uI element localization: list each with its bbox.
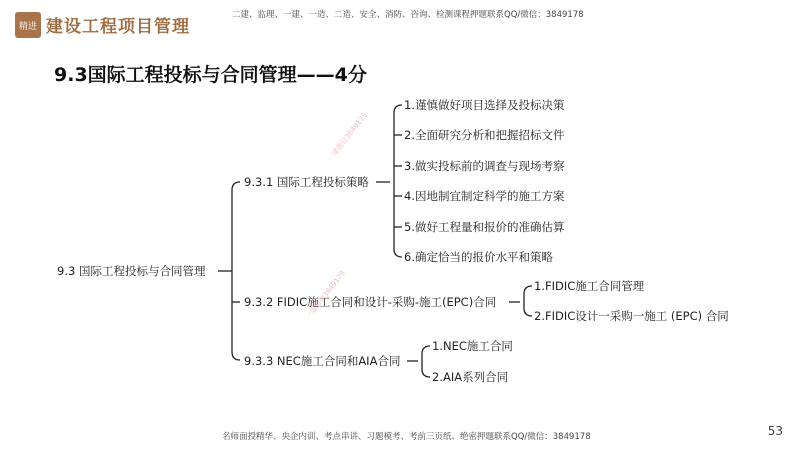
bracket-level1 [232,182,240,360]
b3-item-2: 2.AIA系列合同 [432,370,509,384]
branch-1-label: 9.3.1 国际工程投标策略 [244,175,369,189]
b2-item-2: 2.FIDIC设计一采购一施工 (EPC) 合同 [534,309,729,323]
watermark: 一建微信3849178 [326,111,369,163]
logo-badge: 精进 [15,12,41,38]
branch-3-label: 9.3.3 NEC施工合同和AIA合同 [244,354,401,368]
b2-item-1: 1.FIDIC施工合同管理 [534,279,645,293]
b1-item-1: 1.谨慎做好项目选择及投标决策 [404,98,565,112]
bracket-b1 [394,105,402,257]
b1-item-6: 6.确定恰当的报价水平和策略 [404,250,553,264]
bracket-b2 [524,286,532,316]
header-contact-note: 二建、监理、一建、一造、二造、安全、消防、咨询、检测课程押题联系QQ/微信：3849178 [232,10,584,20]
b1-item-3: 3.做实投标前的调查与现场考察 [404,159,565,173]
b1-item-5: 5.做好工程量和报价的准确估算 [404,220,565,234]
b1-item-4: 4.因地制宜制定科学的施工方案 [404,189,565,203]
tree-root: 9.3 国际工程投标与合同管理 [57,264,206,278]
footer-contact-note: 名师面授精华、央企内训、考点串讲、习题模考、考前三页纸、绝密押题联系QQ/微信：3849178 [222,432,591,442]
b3-item-1: 1.NEC施工合同 [432,339,513,353]
watermark: 一建微信3849178 [304,269,347,321]
bracket-b3 [422,346,430,377]
b1-item-2: 2.全面研究分析和把握招标文件 [404,128,565,142]
page-number: 53 [767,424,783,438]
page-title: 9.3国际工程投标与合同管理——4分 [54,64,367,86]
branch-2-label: 9.3.2 FIDIC施工合同和设计-采购-施工(EPC)合同 [244,295,497,309]
brand-title: 建设工程项目管理 [46,17,190,37]
